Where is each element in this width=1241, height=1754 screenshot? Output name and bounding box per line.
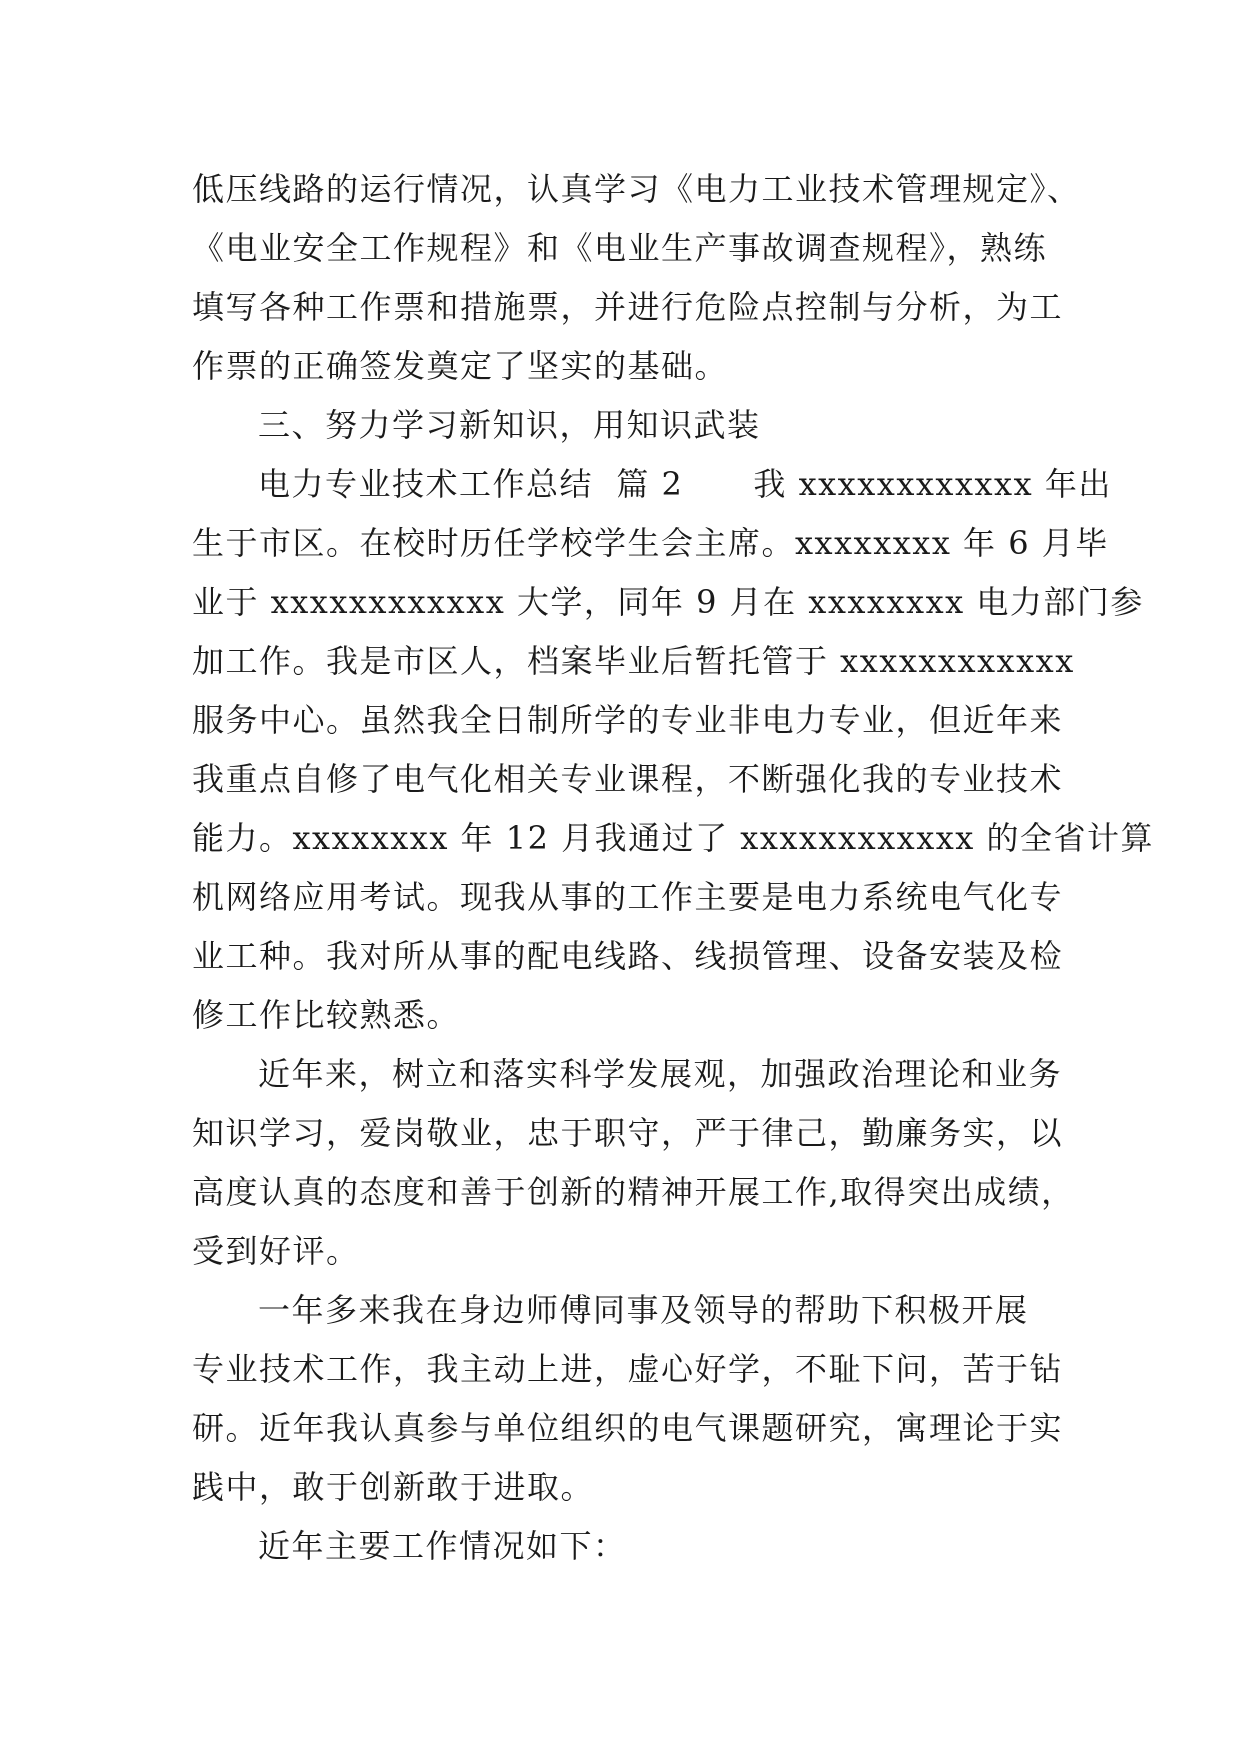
text-line: 践中，敢于创新敢于进取。 [192,1468,595,1506]
text-line: 受到好评。 [192,1232,360,1270]
text-line: 业工种。我对所从事的配电线路、线损管理、设备安装及检 [192,937,1064,975]
document-body [192,160,1155,1576]
text-line: 服务中心。虽然我全日制所学的专业非电力专业，但近年来 [192,701,1064,739]
text-line: 能力。xxxxxxxx 年 12 月我通过了 xxxxxxxxxxxx 的全省计算 [192,819,1155,857]
text-line: 近年主要工作情况如下： [258,1527,627,1565]
text-line: 研。近年我认真参与单位组织的电气课题研究，寓理论于实 [192,1409,1064,1447]
text-line: 三、努力学习新知识，用知识武装 [258,406,761,444]
text-line: 业于 xxxxxxxxxxxx 大学，同年 9 月在 xxxxxxxx 电力部门参 [192,583,1144,621]
text-line: 低压线路的运行情况，认真学习《电力工业技术管理规定》、 [192,170,1081,208]
text-line: 《电业安全工作规程》和《电业生产事故调查规程》，熟练 [192,229,1048,267]
text-line: 加工作。我是市区人，档案毕业后暂托管于 xxxxxxxxxxxx [192,642,1075,680]
text-line: 专业技术工作，我主动上进，虚心好学，不耻下问，苦于钻 [192,1350,1064,1388]
text-line: 近年来，树立和落实科学发展观，加强政治理论和业务 [258,1055,1063,1093]
text-line: 机网络应用考试。现我从事的工作主要是电力系统电气化专 [192,878,1064,916]
text-line: 高度认真的态度和善于创新的精神开展工作,取得突出成绩， [192,1173,1075,1211]
text-line: 我重点自修了电气化相关专业课程，不断强化我的专业技术 [192,760,1064,798]
text-line: 电力专业技术工作总结 篇 2 我 xxxxxxxxxxxx 年出 [258,465,1112,503]
text-line: 一年多来我在身边师傅同事及领导的帮助下积极开展 [258,1291,1029,1329]
text-line: 知识学习，爱岗敬业，忠于职守，严于律己，勤廉务实，以 [192,1114,1064,1152]
text-line: 生于市区。在校时历任学校学生会主席。xxxxxxxx 年 6 月毕 [192,524,1109,562]
text-line: 作票的正确签发奠定了坚实的基础。 [192,347,729,385]
text-line: 修工作比较熟悉。 [192,996,461,1034]
text-line: 填写各种工作票和措施票，并进行危险点控制与分析，为工 [192,288,1064,326]
